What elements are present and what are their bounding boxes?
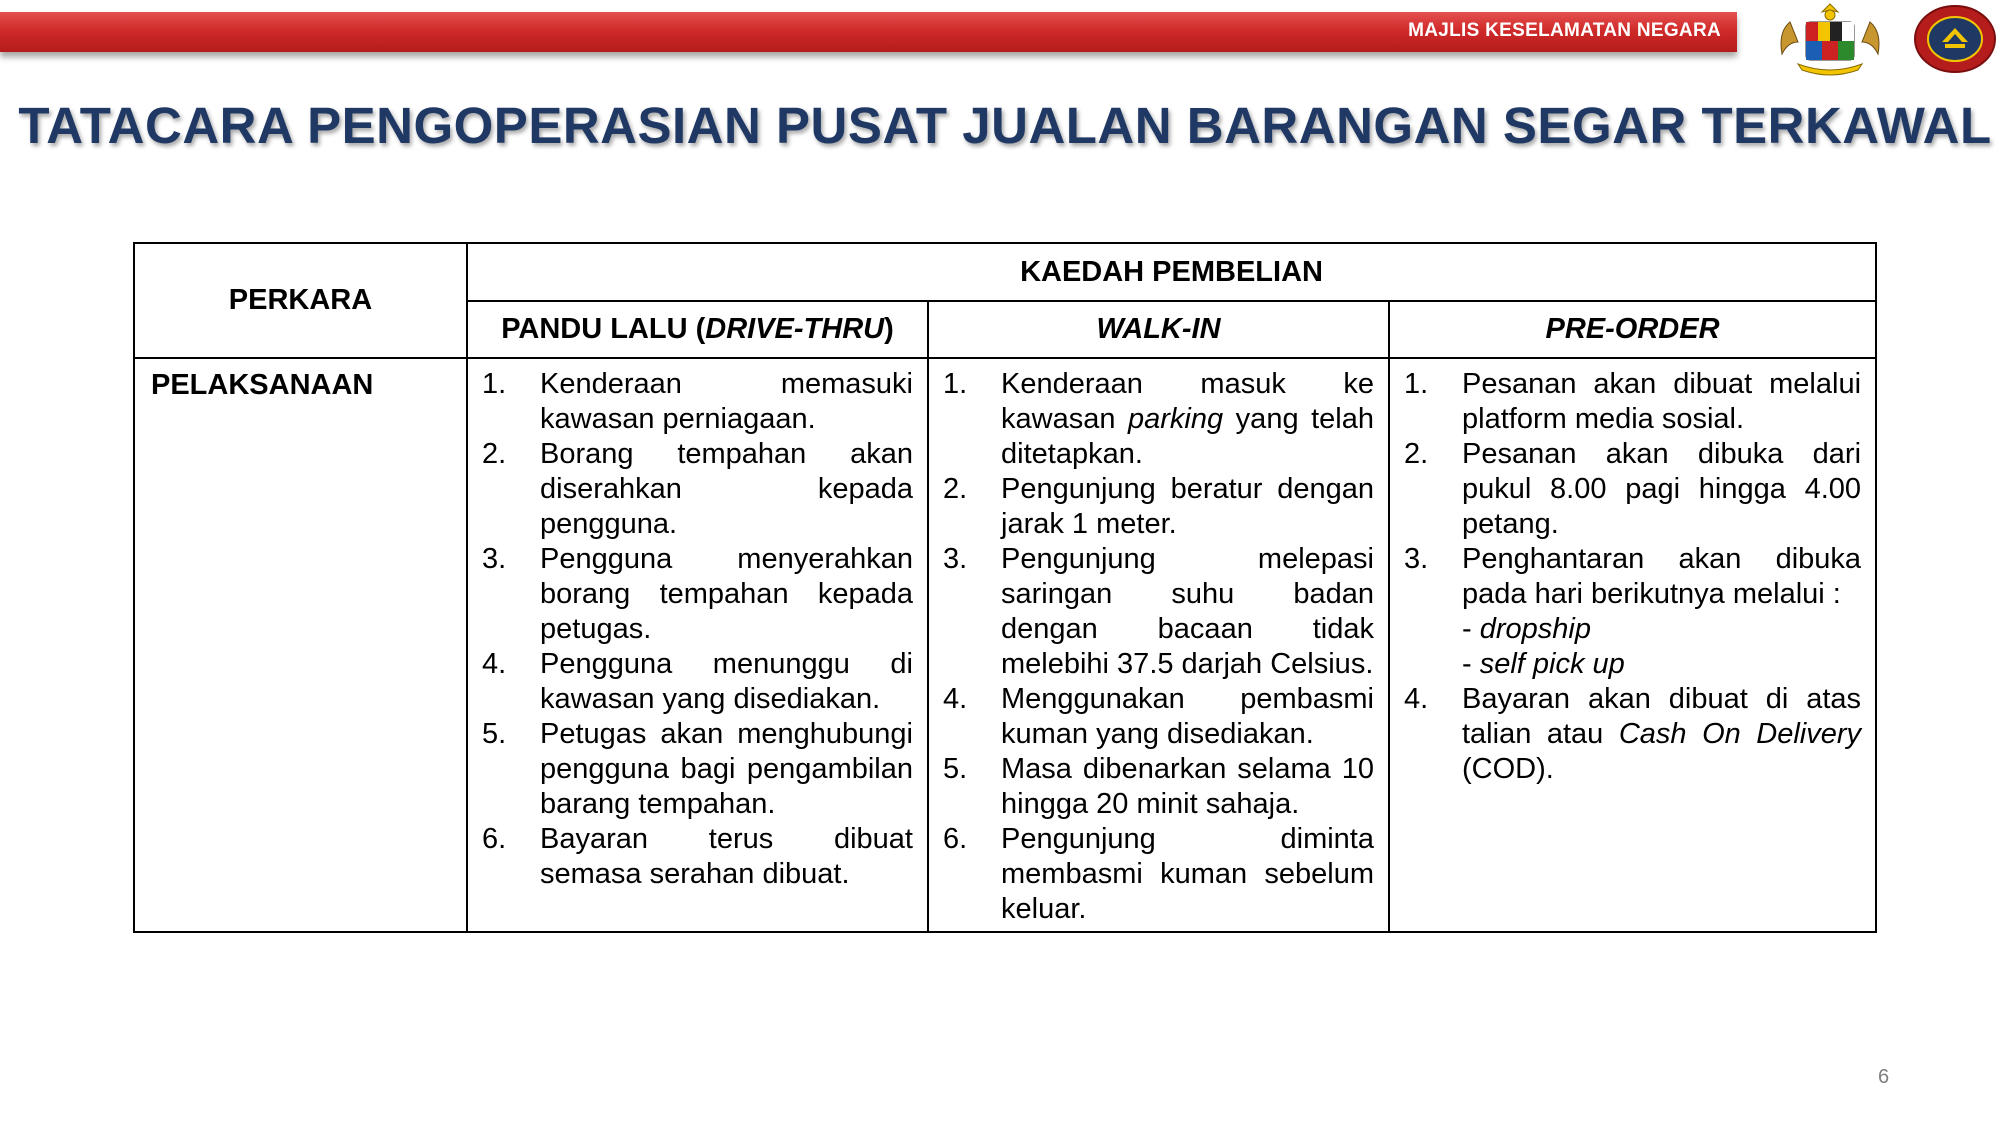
list-item: 2. Pesanan akan dibuka dari pukul 8.00 pagi hingga 4.00 petang. <box>1404 438 1862 540</box>
list-item: 3. Pengunjung melepasi saringan suhu badan dengan bacaan tidak melebihi 37.5 darjah Celsius. <box>943 543 1374 680</box>
list-item: 1. Kenderaan memasuki kawasan perniagaan. <box>482 368 913 435</box>
page-number: 6 <box>1878 1066 1890 1088</box>
list-item: 3. Pengguna menyerahkan borang tempahan kepada petugas. <box>482 543 913 645</box>
header-pre-order: PRE-ORDER <box>1389 301 1876 358</box>
pre-order-list <box>1390 359 1875 791</box>
page-title: TATACARA PENGOPERASIAN PUSAT JUALAN BARANGAN SEGAR TERKAWAL <box>18 97 1992 154</box>
malaysia-coat-of-arms-icon <box>1772 2 1888 76</box>
list-item: 4. Menggunakan pembasmi kuman yang disediakan. <box>943 683 1374 750</box>
delivery-option-self-pick-up: - self pick up <box>1462 648 1625 680</box>
list-item: 1. Pesanan akan dibuat melalui platform media sosial. <box>1404 368 1862 435</box>
list-item: 3. Penghantaran akan dibuka pada hari berikutnya melalui : - dropship - self pick up <box>1404 543 1862 680</box>
header-perkara: PERKARA <box>134 243 467 358</box>
header-kaedah-pembelian: KAEDAH PEMBELIAN <box>467 243 1876 301</box>
list-item: 5. Petugas akan menghubungi pengguna bagi pengambilan barang tempahan. <box>482 718 913 820</box>
list-item: 6. Bayaran terus dibuat semasa serahan dibuat. <box>482 823 913 890</box>
list-item: 2. Pengunjung beratur dengan jarak 1 meter. <box>943 473 1374 540</box>
list-item: 5. Masa dibenarkan selama 10 hingga 20 minit sahaja. <box>943 753 1374 820</box>
list-item: 4. Pengguna menunggu di kawasan yang disediakan. <box>482 648 913 715</box>
drive-thru-list <box>468 359 927 896</box>
list-item: 1. Kenderaan masuk ke kawasan parking yang telah ditetapkan. <box>943 368 1375 470</box>
row-label-pelaksanaan: PELAKSANAAN <box>134 358 467 932</box>
header-walk-in: WALK-IN <box>928 301 1389 358</box>
walk-in-cell <box>928 358 1389 932</box>
list-item: 4. Bayaran akan dibuat di atas talian atau Cash On Delivery (COD). <box>1404 683 1862 785</box>
org-name: MAJLIS KESELAMATAN NEGARA <box>1408 20 1721 41</box>
header-drive-thru: PANDU LALU (DRIVE-THRU) <box>467 301 928 358</box>
list-item: 2. Borang tempahan akan diserahkan kepada pengguna. <box>482 438 913 540</box>
list-item: 6. Pengunjung diminta membasmi kuman sebelum keluar. <box>943 823 1374 925</box>
nsc-logo-icon <box>1912 4 1998 74</box>
pre-order-cell <box>1389 358 1876 932</box>
drive-thru-cell <box>467 358 928 932</box>
procedure-table <box>133 242 1877 933</box>
delivery-option-dropship: - dropship <box>1462 613 1591 645</box>
walk-in-list <box>929 359 1388 931</box>
top-banner <box>0 12 1737 52</box>
